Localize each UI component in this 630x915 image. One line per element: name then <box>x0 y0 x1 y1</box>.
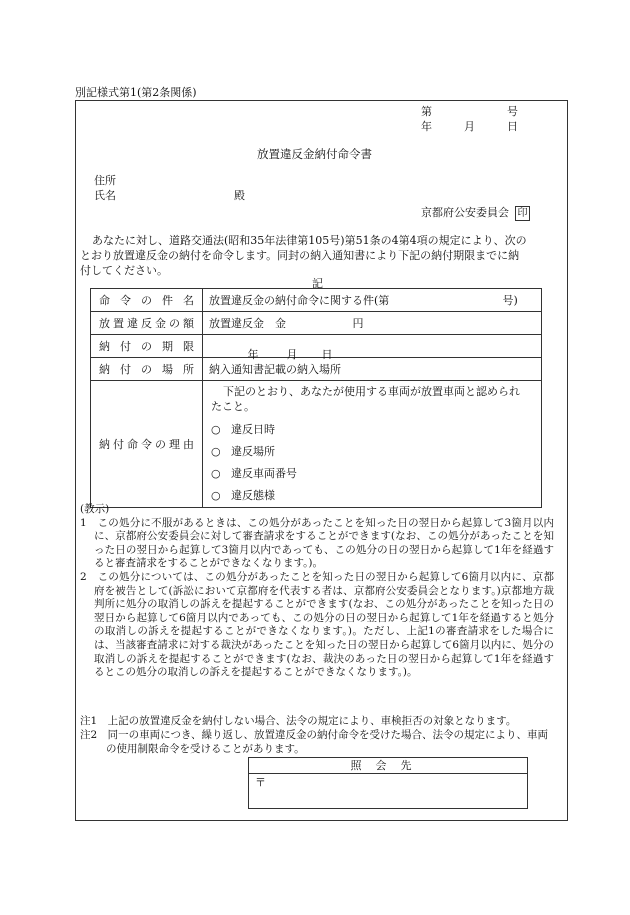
deadline-day: 日 <box>321 348 333 361</box>
row-head-amount: 放置違反金の額 <box>91 312 203 335</box>
bullet-icon: ○ <box>211 467 221 480</box>
date-year: 年 <box>421 120 432 133</box>
deadline-year: 年 <box>247 348 259 361</box>
amount-text: 放置違反金 金 <box>209 317 286 330</box>
bullet-icon: ○ <box>211 423 221 436</box>
reason-item: ○ 違反場所 <box>211 445 275 458</box>
bullet-icon: ○ <box>211 489 221 502</box>
row-head-deadline: 納付の期限 <box>91 335 203 358</box>
form-label: 別記様式第1(第2条関係) <box>75 86 197 99</box>
notice-section <box>80 503 554 680</box>
honorific: 殿 <box>234 189 245 202</box>
row-value-subject <box>203 289 542 312</box>
deadline-month: 月 <box>286 348 298 361</box>
reason-item: ○ 違反日時 <box>211 423 275 436</box>
issuer-name: 京都府公安委員会 <box>421 206 509 219</box>
reason-item: ○ 違反車両番号 <box>211 467 297 480</box>
reason-item: ○ 違反態様 <box>211 489 275 502</box>
number-prefix: 第 <box>421 105 432 118</box>
intro-line-3: 付してください。 <box>80 264 168 277</box>
reason-line-2: たこと。 <box>211 400 255 413</box>
intro-line-1: あなたに対し、道路交通法(昭和35年法律第105号)第51条の4第4項の規定により、次の <box>92 234 527 247</box>
address-label: 住所 <box>94 174 116 187</box>
notice-item-1: 1 この処分に不服があるときは、この処分があったことを知った日の翌日から起算して3箇月以内に、京都府公安委員会に対して審査請求をすることができます(なお、この処分があったことを知った日の翌日から起算して3箇月以内であっても、この処分の日の翌日から起算して1年を経過すると審査請求をすることができなくなります。)。 <box>80 516 554 570</box>
subject-text: 放置違反金の納付命令に関する件(第 <box>209 294 390 307</box>
postal-mark: 〒 <box>255 776 266 789</box>
date-day: 日 <box>507 120 518 133</box>
notice-title: (教示) <box>80 503 110 515</box>
bullet-icon: ○ <box>211 445 221 458</box>
table-row <box>91 312 542 335</box>
table-row <box>91 381 542 508</box>
row-head-place: 納付の場所 <box>91 358 203 381</box>
amount-suffix: 円 <box>352 317 364 330</box>
table-row <box>91 289 542 312</box>
notice-item-2: 2 この処分については、この処分があったことを知った日の翌日から起算して6箇月以内に、京都府を被告として(訴訟において京都府を代表する者は、京都府公安委員会となります。)京都地方裁判所に処分の取消しの訴えを提起することができます(なお、この処分があったことを知った日の翌日から起算して6箇月以内であっても、この処分の日の翌日から起算して1年を経過すると処分の取消しの訴えを提起することができなくなります。)。ただし、上記1の審査請求をした場合には、当該審査請求に対する裁決があったことを知った日の翌日から起算して6箇月以内に、処分の取消しの訴えを提起することができます(なお、裁決のあった日の翌日から起算して1年を経過するとこの処分の取消しの訴えを提起することができなくなります。)。 <box>80 570 554 679</box>
table-row <box>91 335 542 358</box>
table-row <box>91 358 542 381</box>
name-label: 氏名 <box>94 189 116 202</box>
reason-line-1: 下記のとおり、あなたが使用する車両が放置車両と認められ <box>223 385 520 398</box>
row-value-place: 納入通知書記載の納入場所 <box>203 358 542 381</box>
ki-label: 記 <box>312 277 323 290</box>
seal-stamp: 印 <box>515 206 530 221</box>
intro-line-2: とおり放置違反金の納付を命令します。同封の納入通知書により下記の納付期限までに納 <box>80 249 520 262</box>
date-month: 月 <box>464 120 475 133</box>
issuer-line <box>421 204 530 221</box>
row-head-reason: 納付命令の理由 <box>91 381 203 508</box>
note-2: 注2 同一の車両につき、繰り返し、放置違反金の納付命令を受けた場合、法令の規定により、車両の使用制限命令を受けることがあります。 <box>80 729 549 755</box>
row-head-subject: 命令の件名 <box>91 289 203 312</box>
order-table <box>90 288 542 508</box>
notes-section <box>80 714 554 756</box>
contact-title: 照会先 <box>249 758 527 774</box>
row-value-reason <box>203 381 542 508</box>
subject-suffix: 号) <box>502 294 518 307</box>
contact-box <box>248 757 528 809</box>
number-suffix: 号 <box>507 105 518 118</box>
document-title: 放置違反金納付命令書 <box>257 147 372 161</box>
row-value-deadline <box>203 335 542 361</box>
note-1: 注1 上記の放置違反金を納付しない場合、法令の規定により、車検拒否の対象となります。 <box>80 715 517 727</box>
row-value-amount <box>203 312 542 335</box>
